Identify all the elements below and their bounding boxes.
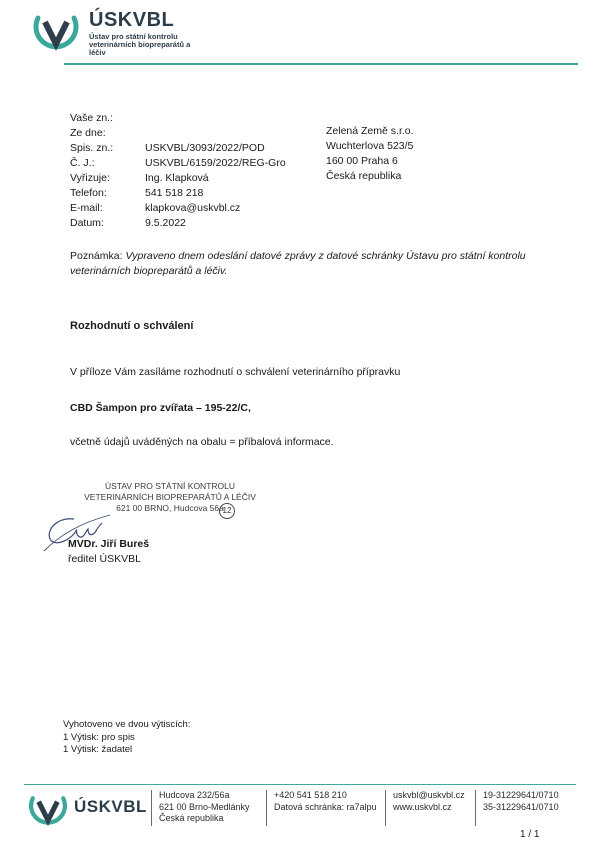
info-label: E-mail:: [70, 202, 103, 214]
body-paragraph: V příloze Vám zasíláme rozhodnutí o schválení veterinárního přípravku: [70, 366, 401, 378]
info-value: 541 518 218: [145, 187, 204, 199]
copies-line: Vyhotoveno ve dvou výtiscích:: [63, 719, 191, 730]
info-value: USKVBL/3093/2022/POD: [145, 142, 265, 154]
footer-line: 19-31229641/0710: [483, 790, 559, 800]
footer-brand: ÚSKVBL: [74, 797, 147, 816]
recipient-line: Česká republika: [326, 170, 402, 182]
info-label: Telefon:: [70, 187, 107, 199]
copies-line: 1 Výtisk: žadatel: [63, 744, 133, 755]
footer-separator: [266, 790, 267, 826]
footer-line: Datová schránka: ra7alpu: [274, 801, 377, 812]
note-text: Vypraveno dnem odeslání datové zprávy z datové schránky Ústavu pro státní kontrolu veterinárních biopreparátů a léčiv.: [70, 250, 526, 277]
footer-line: 35-31229641/0710: [483, 801, 559, 812]
footer-line: uskvbl@uskvbl.cz: [393, 790, 465, 800]
footer-logo-icon: [26, 791, 70, 831]
signatory-name: MVDr. Jiří Bureš: [68, 538, 150, 550]
info-label: Ze dne:: [70, 127, 106, 139]
product-name: CBD Šampon pro zvířata – 195-22/C,: [70, 402, 251, 414]
note: [70, 249, 550, 279]
header-divider: [64, 63, 578, 65]
footer-bank: [483, 790, 559, 813]
footer-contact: [274, 790, 377, 813]
footer-line: +420 541 518 210: [274, 790, 347, 800]
stamp-number: 12: [219, 503, 235, 519]
footer-line: Česká republika: [159, 813, 224, 823]
info-label: Spis. zn.:: [70, 142, 114, 154]
footer-line: 621 00 Brno-Medlánky: [159, 801, 250, 812]
note-label: Poznámka:: [70, 250, 123, 262]
brand-name: ÚSKVBL: [89, 9, 175, 31]
recipient-line: Wuchterlova 523/5: [326, 140, 414, 152]
stamp-line: 621 00 BRNO, Hudcova 56a: [116, 503, 224, 513]
info-label: Vaše zn.:: [70, 112, 113, 124]
info-value: Ing. Klapková: [145, 172, 209, 184]
copies-info: [63, 719, 190, 757]
recipient-address: [326, 124, 414, 184]
document-heading: Rozhodnutí o schválení: [70, 320, 194, 332]
uskvbl-logo-icon: [30, 10, 82, 56]
footer-separator: [385, 790, 386, 826]
recipient-line: 160 00 Praha 6: [326, 155, 398, 167]
info-value: USKVBL/6159/2022/REG-Gro: [145, 157, 286, 169]
footer-separator: [475, 790, 476, 826]
stamp-line: VETERINÁRNÍCH BIOPREPARÁTŮ A LÉČIV: [84, 492, 256, 502]
body-paragraph: včetně údajů uváděných na obalu = příbalová informace.: [70, 436, 334, 448]
info-label: Vyřizuje:: [70, 172, 110, 184]
signatory: [68, 537, 149, 567]
copies-line: 1 Výtisk: pro spis: [63, 731, 135, 743]
footer-web: [393, 790, 465, 813]
info-value: 9.5.2022: [145, 217, 186, 229]
footer-line: www.uskvbl.cz: [393, 801, 452, 812]
page-number: 1 / 1: [520, 829, 540, 840]
recipient-line: Zelená Země s.r.o.: [326, 125, 414, 137]
signatory-title: ředitel ÚSKVBL: [68, 553, 141, 565]
footer-divider: [24, 784, 576, 785]
footer-line: Hudcova 232/56a: [159, 790, 230, 800]
footer-separator: [151, 790, 152, 826]
info-label: Č. J.:: [70, 157, 95, 169]
info-label: Datum:: [70, 217, 104, 229]
brand-subtitle: Ústav pro státní kontrolu veterinárních biopreparátů a léčiv: [89, 32, 191, 57]
info-value: klapkova@uskvbl.cz: [145, 202, 241, 214]
footer-address: [159, 790, 250, 825]
stamp-line: ÚSTAV PRO STÁTNÍ KONTROLU: [104, 481, 236, 491]
